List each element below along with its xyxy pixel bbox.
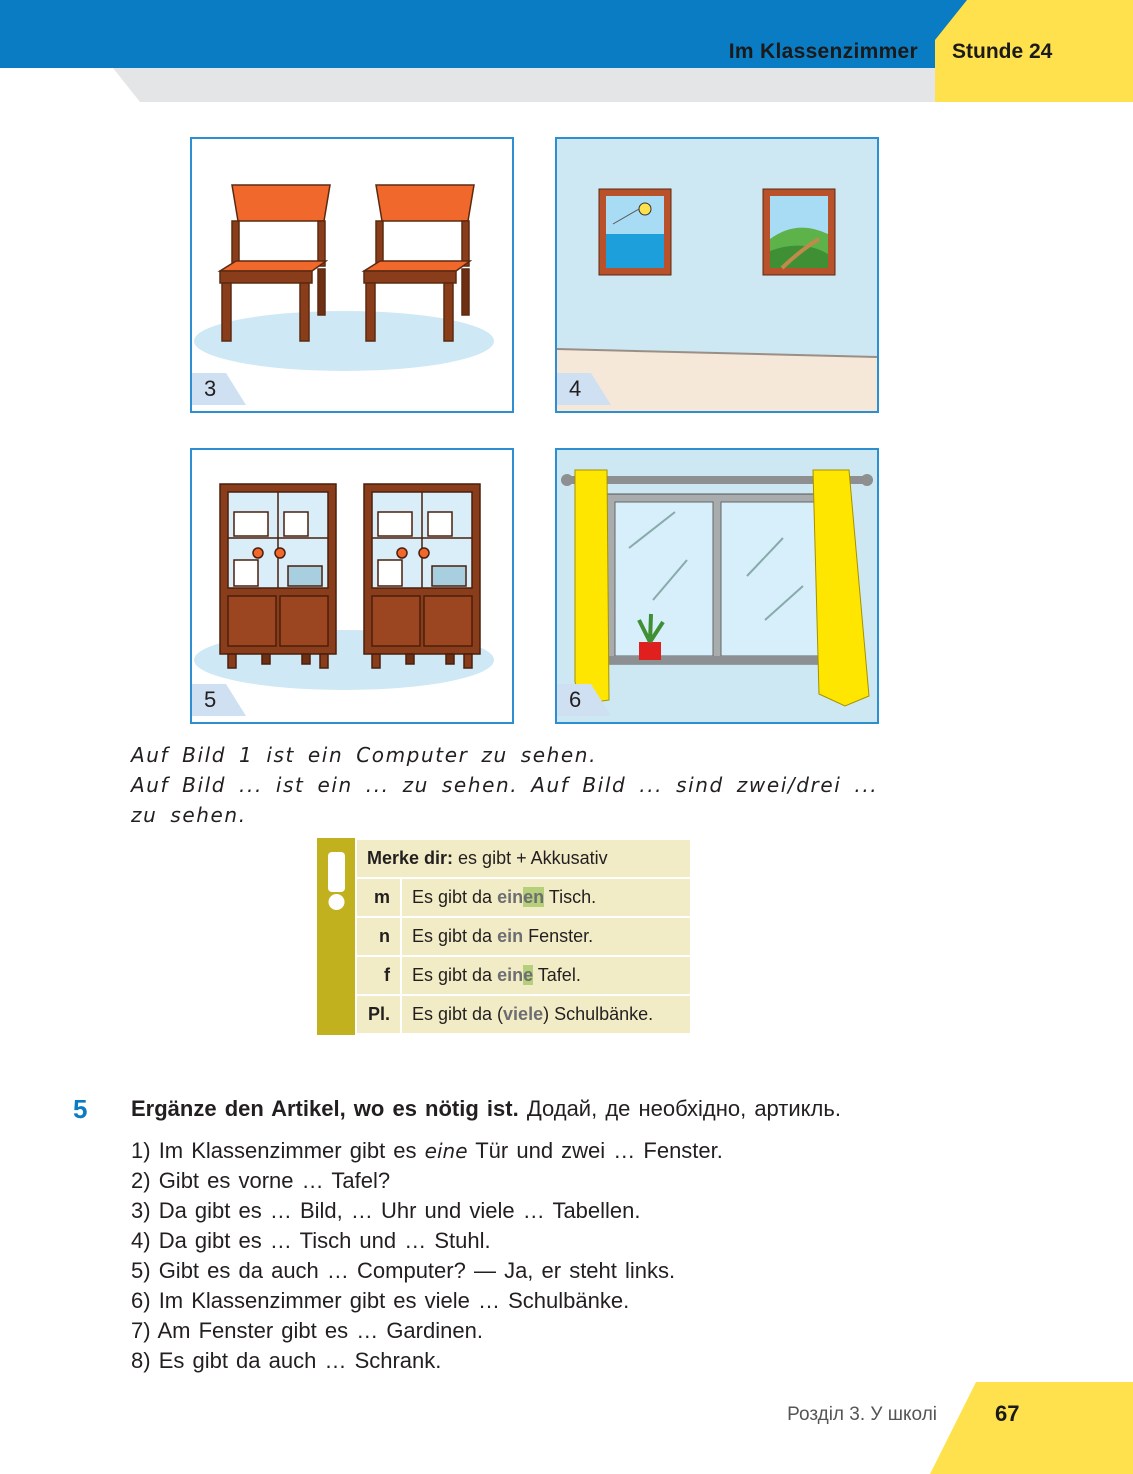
picture-panel-window [555, 448, 879, 724]
gender-label: m [356, 878, 401, 917]
picture-number: 5 [204, 687, 217, 712]
example-answer: eine [424, 1139, 468, 1163]
grammar-example: Es gibt da ein Fenster. [401, 917, 691, 956]
chairs-illustration [192, 139, 512, 411]
lesson-label: Stunde 24 [952, 40, 1053, 63]
instruction-german: Ergänze den Artikel, wo es nötig ist. [131, 1096, 519, 1121]
exclamation-icon [317, 838, 355, 1035]
chapter-footer: Розділ 3. У школі [787, 1404, 937, 1425]
exclamation-bar [317, 838, 355, 1035]
grammar-table [355, 838, 692, 1035]
handwriting-line-3: zu sehen. [131, 803, 247, 827]
footer-page-tab [930, 1382, 1133, 1474]
instruction-ukrainian: Додай, де необхідно, артикль. [526, 1096, 841, 1121]
exercise-item: 2) Gibt es vorne … Tafel? [131, 1168, 391, 1193]
bookcases-illustration [192, 450, 512, 722]
picture-panel-chairs [190, 137, 514, 413]
picture-panel-bookcases [190, 448, 514, 724]
exercise-list [131, 1136, 723, 1376]
handwriting-line-1: Auf Bild 1 ist ein Computer zu sehen. [131, 743, 598, 767]
exercise-item: 4) Da gibt es … Tisch und … Stuhl. [131, 1228, 491, 1253]
header-decoration [0, 0, 1133, 130]
gender-label: Pl. [356, 995, 401, 1034]
gender-label: f [356, 956, 401, 995]
grammar-note-box [317, 838, 692, 1035]
grammar-example: Es gibt da eine Tafel. [401, 956, 691, 995]
window-illustration [557, 450, 877, 722]
gender-label: n [356, 917, 401, 956]
grammar-example: Es gibt da (viele) Schulbänke. [401, 995, 691, 1034]
exercise-item: 5) Gibt es da auch … Computer? — Ja, er steht links. [131, 1258, 676, 1283]
picture-number: 3 [204, 376, 217, 401]
handwriting-line-2: Auf Bild ... ist ein ... zu sehen. Auf Bild ... sind zwei/drei ... [131, 773, 879, 797]
exercise-item: 6) Im Klassenzimmer gibt es viele … Schulbänke. [131, 1288, 630, 1313]
picture-number: 6 [569, 687, 582, 712]
grammar-example: Es gibt da einen Tisch. [401, 878, 691, 917]
picture-number-tab [557, 373, 611, 405]
exercise-number: 5 [73, 1094, 88, 1124]
page-number: 67 [995, 1401, 1020, 1426]
section-title: Im Klassenzimmer [728, 40, 918, 63]
grammar-table-title: Merke dir: es gibt + Akkusativ [356, 839, 691, 878]
exercise-item: 3) Da gibt es … Bild, … Uhr und viele … Tabellen. [131, 1198, 641, 1223]
picture-number-tab [557, 684, 611, 716]
exercise-instruction [131, 1096, 841, 1122]
picture-number: 4 [569, 376, 582, 401]
picture-number-tab [192, 373, 246, 405]
exercise-item: 8) Es gibt da auch … Schrank. [131, 1348, 442, 1373]
exercise-item: 1) Im Klassenzimmer gibt es eine Tür und zwei … Fenster. [131, 1138, 723, 1163]
picture-number-tab [192, 684, 246, 716]
picture-panel-wall-pictures [555, 137, 879, 413]
exercise-item: 7) Am Fenster gibt es … Gardinen. [131, 1318, 483, 1343]
wall-pictures-illustration [557, 139, 877, 411]
